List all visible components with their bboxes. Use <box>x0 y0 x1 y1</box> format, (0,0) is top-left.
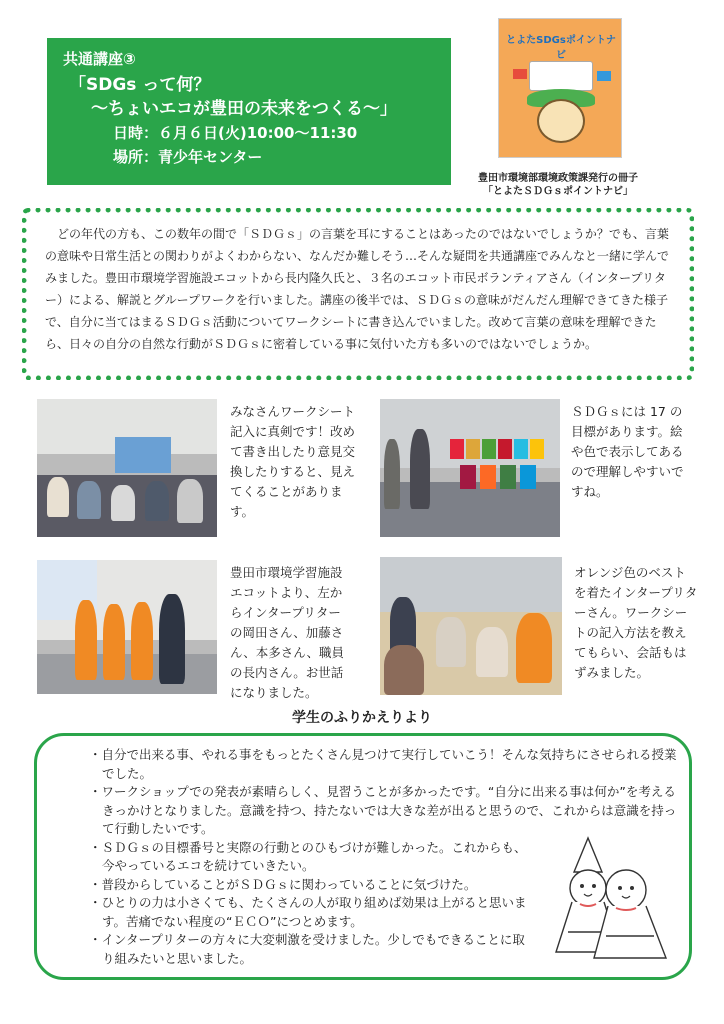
sdgs-poster <box>498 439 512 459</box>
booklet-flag-blue <box>597 71 611 81</box>
interpreter-figure <box>131 602 153 680</box>
course-datetime: 日時：６月６日(火)10:00～11:30 <box>113 124 358 142</box>
projector-screen <box>115 437 171 473</box>
feedback-item: ・普段からしていることがＳＤＧｓに関わっていることに気づけた。 <box>89 876 477 892</box>
student-figure <box>177 479 203 523</box>
participant-figure <box>436 617 466 667</box>
sdgs-poster <box>466 439 480 459</box>
intro-paragraph: どの年代の方も、この数年の間で「ＳＤＧｓ」の言葉を耳にすることはあったのではないでしょうか？でも、言葉の意味や日常生活との関わりがよくわからない、なんだか難しそう…そんな疑問を共通講座でみんなと一緒に学んでみました。豊田市環境学習施設エコットから長内隆久氏と、３名のエコット市民ボランティアさん（インタープリター）による、解説とグループワークを行いました。講座の後半では、ＳＤＧｓの意味がだんだん理解できてきた様子で、自分に当てはまるＳＤＧｓ活動についてワークシートに書き込んでいました。改めて言葉の意味を理解できたら、日々の自分の自然な行動がＳＤＧｓに密着している事に気付いた方も多いのではないでしょうか。 <box>45 227 670 351</box>
course-place: 場所：青少年センター <box>113 148 263 166</box>
booklet-cover-title: とよたSDGsポイントナビ <box>506 35 616 61</box>
student-figure <box>111 485 135 521</box>
sdgs-poster <box>514 439 528 459</box>
visitor-figure <box>384 439 400 509</box>
photo-caption-2: ＳＤＧｓには 17 の目標があります。絵や色で表示してあるので理解しやすいですね。 <box>571 404 684 499</box>
booklet-flag-red <box>513 69 527 79</box>
sdgs-poster <box>500 465 516 489</box>
feedback-item: ・自分で出来る事、やれる事をもっとたくさん見つけて実行していこう！そんな気持ちにさせられる授業でした。 <box>89 747 677 781</box>
course-number: 共通講座③ <box>63 50 136 68</box>
photo-classroom <box>37 399 217 537</box>
course-title-line1: 「SDGs って何？ <box>69 75 211 95</box>
interpreter-figure <box>103 604 125 680</box>
sdgs-poster <box>480 465 496 489</box>
sdgs-poster <box>482 439 496 459</box>
feedback-item: ・ワークショップでの発表が素晴らしく、見習うことが多かったです。“自分に出来る事は何か”を考えるきっかけとなりました。意識を持つ、持たないでは大きな差が出ると思うので、これからは意識を持って行動したいです。 <box>89 784 677 836</box>
feedback-item: ・ＳＤＧｓの目標番号と実際の行動とのひもづけが難しかった。これからも、今やっているエコを続けていきたい。 <box>89 839 527 873</box>
staff-figure <box>159 594 185 684</box>
participant-figure <box>384 645 424 695</box>
photo-staff-group <box>37 560 217 694</box>
photo-caption-4: オレンジ色のベストを着たインタープリターさん。ワークシートの記入方法を教えてもらい、会話もはずみました。 <box>574 565 698 680</box>
intro-box <box>22 208 694 380</box>
interpreter-figure <box>75 600 97 680</box>
feedback-item: ・ひとりの力は小さくても、たくさんの人が取り組めば効果は上がると思います。苦痛でない程度の“ＥＣＯ”につとめます。 <box>89 895 527 929</box>
booklet-board-illustration <box>529 61 593 91</box>
course-title-line2: ～ちょいエコが豊田の未来をつくる～」 <box>91 99 397 119</box>
feedback-section-title: 学生のふりかえりより <box>292 710 432 726</box>
photo-sdgs-posters <box>380 399 560 537</box>
booklet-caption-line2: 「とよたＳＤＧｓポイントナビ」 <box>483 186 633 197</box>
interpreter-figure <box>516 613 552 683</box>
student-figure <box>47 477 69 517</box>
feedback-item: ・インタープリターの方々に大変刺激を受けました。少しでもできることに取り組みたいと思いました。 <box>89 932 525 966</box>
teru-teru-bozu-illustration <box>550 832 670 962</box>
student-figure <box>145 481 169 521</box>
participant-figure <box>476 627 508 677</box>
photo-caption-3: 豊田市環境学習施設エコットより、左からインタープリターの岡田さん、加藤さん、本多さん、職員の長内さん。お世話になりました。 <box>230 565 345 700</box>
course-header-box <box>47 38 451 185</box>
student-figure <box>77 481 101 519</box>
sdgs-poster <box>460 465 476 489</box>
booklet-caption-line1: 豊田市環境部環境政策課発行の冊子 <box>478 173 638 184</box>
sdgs-poster <box>530 439 544 459</box>
booklet-face-illustration <box>537 99 585 143</box>
photo-group-work <box>380 557 562 695</box>
booklet-caption <box>470 172 646 198</box>
booklet-cover-image <box>498 18 622 158</box>
sdgs-poster <box>450 439 464 459</box>
photo-caption-1: みなさんワークシート記入に真剣です！改めて書き出したり意見交換したりすると、見えてくることがあります。 <box>230 404 356 519</box>
sdgs-poster <box>520 465 536 489</box>
visitor-figure <box>410 429 430 509</box>
